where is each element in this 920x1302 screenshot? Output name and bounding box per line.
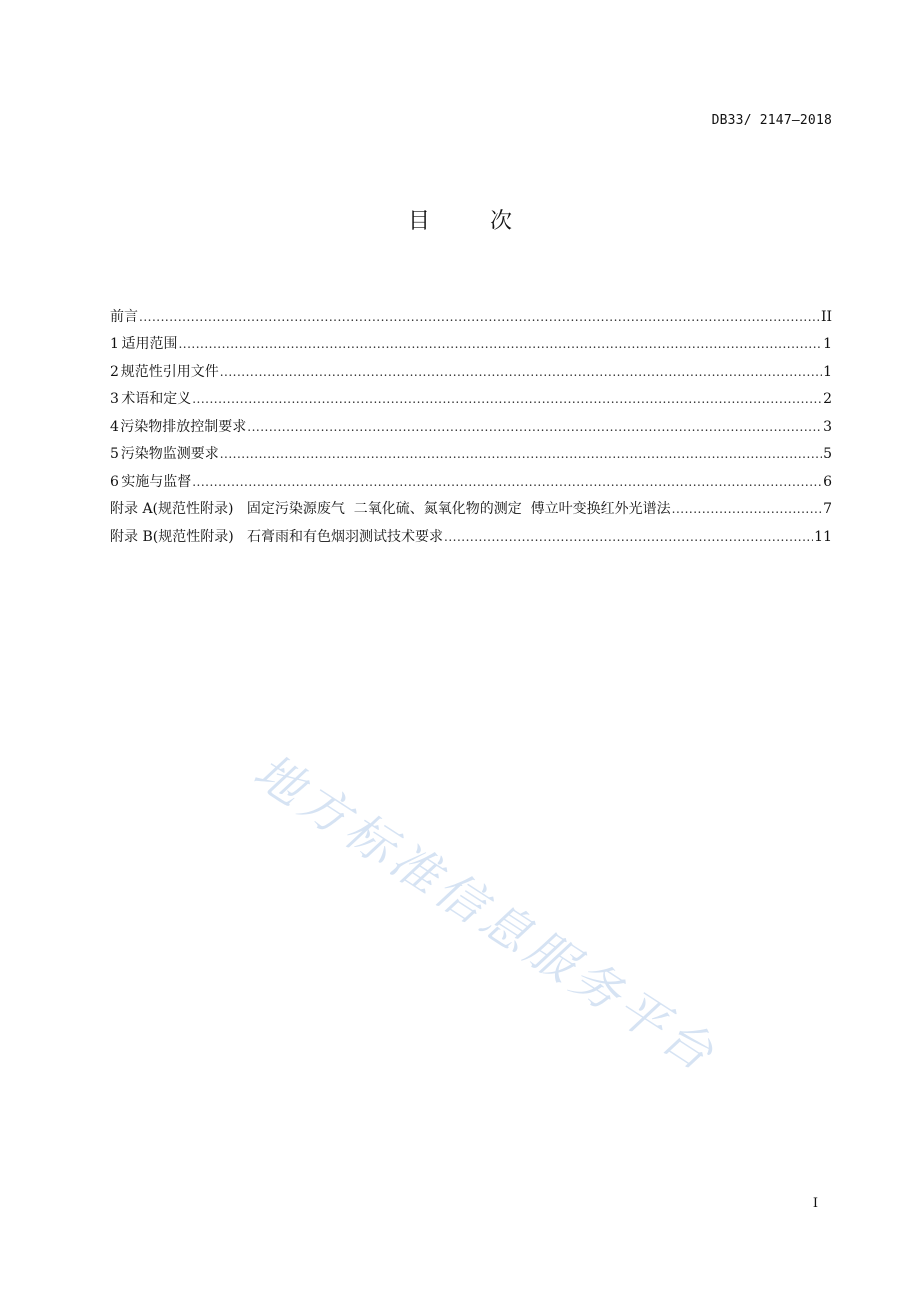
toc-entry-page: 5 — [823, 446, 832, 462]
toc-leader-dots — [178, 335, 822, 353]
toc-entry-number: 5 — [110, 446, 119, 462]
page-number: I — [812, 1196, 818, 1211]
toc-entry-implementation[interactable] — [110, 463, 832, 491]
toc-entry-number: 1 — [110, 336, 119, 352]
document-code: DB33/ 2147—2018 — [711, 113, 832, 128]
toc-entry-label: 适用范围 — [121, 336, 178, 352]
toc-entry-terms-definitions[interactable] — [110, 381, 832, 409]
toc-leader-dots — [220, 445, 822, 463]
toc-leader-dots — [672, 500, 822, 518]
toc-entry-foreword[interactable] — [110, 298, 832, 326]
toc-entry-appendix-a[interactable] — [110, 491, 832, 519]
toc-entry-number: 2 — [110, 363, 119, 380]
toc-entry-label: 污染物排放控制要求 — [120, 418, 247, 435]
toc-entry-number: 4 — [110, 418, 119, 435]
toc-entry-label: 前言 — [110, 308, 138, 325]
toc-entry-appendix-b[interactable] — [110, 518, 832, 546]
toc-entry-page: II — [820, 308, 832, 325]
toc-entry-normative-references[interactable] — [110, 353, 832, 381]
toc-leader-dots — [444, 528, 813, 546]
toc-entry-monitoring[interactable] — [110, 436, 832, 464]
toc-entry-label: 实施与监督 — [121, 473, 192, 490]
toc-entry-label: 附录 A(规范性附录) 固定污染源废气 二氧化硫、氮氧化物的测定 傅立叶变换红外光谱法 — [110, 501, 671, 517]
toc-title-char-1: 目 — [407, 209, 430, 234]
toc-entry-label: 附录 B(规范性附录) 石膏雨和有色烟羽测试技术要求 — [110, 528, 444, 545]
toc-entry-page: 1 — [823, 336, 832, 352]
toc-entry-number: 6 — [110, 473, 119, 490]
toc-leader-dots — [192, 473, 822, 491]
toc-entry-page: 6 — [823, 473, 832, 490]
toc-entry-emission-control[interactable] — [110, 408, 832, 436]
toc-leader-dots — [220, 363, 822, 381]
toc-title — [0, 204, 920, 235]
toc-entry-page: 2 — [823, 391, 832, 407]
toc-entry-scope[interactable] — [110, 326, 832, 354]
toc-leader-dots — [192, 390, 822, 408]
toc-entry-number: 3 — [110, 391, 119, 407]
toc-entry-label: 污染物监测要求 — [120, 446, 219, 462]
table-of-contents — [110, 298, 832, 546]
toc-entry-page: 3 — [823, 418, 832, 435]
toc-entry-page: 11 — [814, 528, 832, 545]
toc-title-char-2: 次 — [490, 209, 513, 234]
toc-entry-page: 7 — [823, 501, 832, 517]
watermark: 地方标准信息服务平台 — [243, 743, 728, 1085]
toc-leader-dots — [139, 308, 820, 326]
toc-leader-dots — [247, 418, 822, 436]
toc-entry-label: 规范性引用文件 — [120, 363, 219, 380]
toc-entry-label: 术语和定义 — [121, 391, 192, 407]
toc-entry-page: 1 — [823, 363, 832, 380]
